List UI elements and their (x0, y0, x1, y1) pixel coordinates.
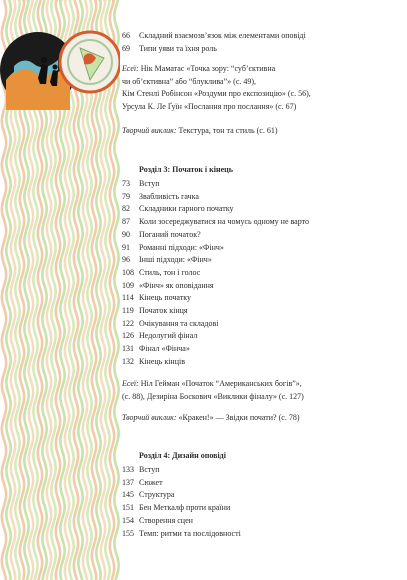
page-number: 96 (122, 255, 130, 265)
toc-item (122, 178, 160, 191)
toc-item (122, 528, 241, 541)
item-title: Складний взаємозв’язок між елементами оповіді (139, 31, 306, 40)
item-title: Типи уяви та їхня роль (139, 44, 217, 53)
item-title: Поганий початок? (139, 229, 201, 239)
page-number: 82 (122, 204, 130, 214)
item-title: Стиль, тон і голос (139, 267, 201, 277)
essays-label: Есеї: (122, 379, 139, 388)
essays-note-2: Есеї: Ніл Гейман «Початок “Американських богів”», (с. 88), Дезиріна Боскович «Виклики фіналу» (с. 127) (122, 379, 304, 401)
toc-item (122, 330, 197, 343)
essays-note-1: Есеї: Нік Маматас «Точка зору: “суб’єктивна чи об’єктивна” або “блуклива”» (с. 49), Кім Стенлі Робінсон «Роздуми про експозицію» (с. 56), Урсула К. Ле Ґуїн «Послання про послання» (с. 67) (122, 64, 311, 111)
item-title: Темп: ритми та послідовності (139, 528, 241, 538)
toc-item (122, 464, 160, 477)
page-number: 108 (122, 267, 134, 277)
toc-item (122, 43, 217, 56)
toc-item (122, 489, 174, 502)
page-number: 73 (122, 179, 130, 188)
toc-item (122, 203, 233, 216)
toc-item (122, 515, 193, 528)
toc-item (122, 292, 191, 305)
page-number: 109 (122, 280, 134, 290)
page-number: 145 (122, 490, 134, 500)
page-number: 91 (122, 242, 130, 252)
toc-item (122, 343, 190, 356)
item-title: Створення сцен (139, 515, 193, 525)
item-title: Вступ (139, 465, 160, 474)
item-title: Початок кінця (139, 306, 188, 315)
toc-item (122, 318, 218, 331)
page-number: 69 (122, 44, 130, 53)
section-4-heading: Розділ 4: Дизайн оповіді (139, 451, 226, 460)
item-title: Складники гарного початку (139, 204, 234, 214)
essays-label: Есеї: (122, 64, 139, 73)
page-number: 133 (122, 465, 134, 474)
challenge-label: Творчий виклик: (122, 126, 177, 135)
page-number: 90 (122, 229, 130, 239)
toc-item (122, 356, 185, 369)
toc-item (122, 216, 309, 229)
item-title: Бен Меткалф проти країни (139, 503, 231, 513)
page-number: 87 (122, 217, 130, 227)
item-title: Коли зосереджуватися на чомусь одному не варто (139, 217, 310, 227)
page-number: 131 (122, 344, 134, 354)
toc-item (122, 242, 224, 255)
creative-challenge-1: Творчий виклик: Текстура, тон та стиль (с. 61) (122, 126, 278, 135)
item-title: Недолугий фінал (139, 331, 198, 341)
item-title: Очікування та складові (139, 318, 219, 328)
toc-item (122, 305, 188, 318)
page-number: 126 (122, 331, 134, 341)
toc-item (122, 477, 163, 490)
item-title: Вступ (139, 179, 160, 188)
toc-item (122, 502, 230, 515)
page-number: 122 (122, 318, 134, 328)
section-3-heading: Розділ 3: Початок і кінець (139, 165, 233, 174)
item-title: Структура (139, 490, 175, 500)
item-title: Фінал «Фінча» (139, 344, 190, 354)
creative-challenge-2: Творчий виклик: «Кракен!» — Звідки почати? (с. 78) (122, 413, 300, 422)
item-title: Романні підходи: «Фінч» (139, 242, 224, 252)
toc-item (122, 254, 212, 267)
item-title: Кінець кінців (139, 356, 185, 366)
toc-item (122, 30, 306, 43)
page-number: 114 (122, 293, 134, 303)
page-number: 132 (122, 356, 134, 366)
illustration-emblem (0, 0, 120, 130)
page-number: 151 (122, 503, 134, 513)
item-title: Сюжет (139, 477, 163, 487)
toc-item (122, 280, 214, 293)
item-title: «Фінч» як оповідання (139, 280, 214, 290)
item-title: Кінець початку (139, 293, 192, 303)
page-number: 154 (122, 515, 134, 525)
page-number: 66 (122, 31, 130, 40)
toc-item (122, 229, 201, 242)
page-number: 79 (122, 191, 130, 201)
item-title: Звабливість гачка (139, 191, 199, 201)
page-number: 137 (122, 477, 134, 487)
page-number: 155 (122, 528, 134, 538)
challenge-label: Творчий виклик: (122, 413, 177, 422)
toc-item (122, 191, 199, 204)
toc-item (122, 267, 200, 280)
item-title: Інші підходи: «Фінч» (139, 255, 212, 265)
page-number: 119 (122, 306, 134, 315)
